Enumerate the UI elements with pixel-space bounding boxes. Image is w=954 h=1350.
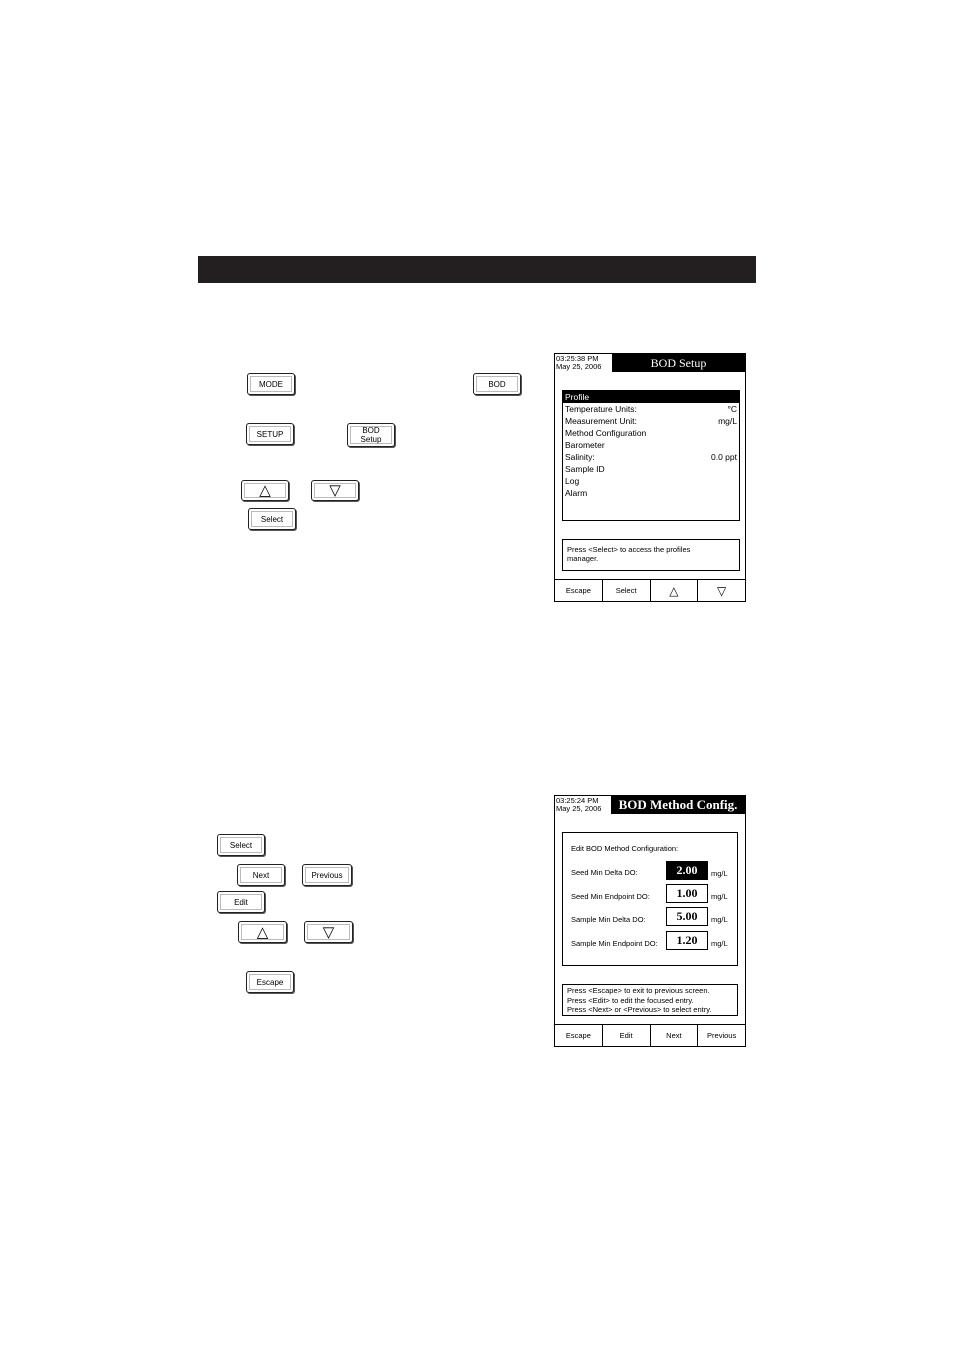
softkey-bar (555, 1024, 745, 1046)
softkey-up-icon[interactable]: △ (651, 580, 699, 601)
menu-item[interactable] (563, 391, 739, 403)
down-arrow-icon: ▽ (322, 923, 335, 941)
screen-time: 03:25:24 PM (556, 796, 599, 805)
menu-item[interactable] (563, 427, 739, 439)
menu-item[interactable] (563, 415, 739, 427)
up-arrow-key[interactable] (241, 480, 289, 501)
menu-item-label: Log (565, 476, 580, 486)
menu-item[interactable] (563, 487, 739, 499)
sample-min-delta-do-field[interactable]: 5.00 (666, 907, 708, 926)
next-key[interactable] (237, 864, 285, 886)
menu-item-label: Profile (565, 392, 590, 402)
menu-item[interactable] (563, 403, 739, 415)
menu-item[interactable] (563, 475, 739, 487)
menu-item-value: 0.0 ppt (711, 452, 737, 462)
down-arrow-key-2[interactable] (304, 921, 353, 943)
help-message-line: Press <Select> to access the profiles (567, 545, 691, 554)
softkey-bar (555, 579, 745, 601)
menu-item-value: mg/L (718, 416, 737, 426)
config-label: Seed Min Delta DO: (571, 868, 638, 877)
section-header-bar (198, 256, 756, 283)
select-key-label: Select (229, 840, 253, 850)
setup-menu (562, 390, 740, 521)
screen-time: 03:25:38 PM (556, 354, 599, 363)
menu-item-label: Alarm (565, 488, 588, 498)
help-message-line: Press <Edit> to edit the focused entry. (567, 995, 694, 1005)
escape-key[interactable] (246, 971, 294, 993)
softkey-edit[interactable]: Edit (603, 1025, 651, 1046)
menu-item-value: °C (727, 404, 737, 414)
config-label: Sample Min Delta DO: (571, 915, 646, 924)
sample-min-endpoint-do-field[interactable]: 1.20 (666, 931, 708, 950)
help-message-line: manager. (567, 554, 599, 563)
screen-title: BOD Setup (612, 354, 745, 372)
screen-datetime (556, 355, 601, 371)
config-panel (562, 832, 738, 966)
config-heading: Edit BOD Method Configuration: (571, 844, 679, 853)
previous-key[interactable] (302, 864, 352, 886)
menu-item-label: Barometer (565, 440, 605, 450)
config-label: Seed Min Endpoint DO: (571, 892, 650, 901)
help-message-line: Press <Escape> to exit to previous screen. (567, 986, 710, 995)
menu-item[interactable] (563, 439, 739, 451)
setup-key-label: SETUP (256, 429, 284, 439)
select-key-label: Select (260, 514, 284, 524)
config-unit: mg/L (711, 892, 728, 901)
screen-title: BOD Method Config. (611, 796, 745, 814)
edit-key-label: Edit (234, 897, 248, 907)
softkey-select[interactable]: Select (603, 580, 651, 601)
screen-date: May 25, 2006 (556, 362, 602, 371)
menu-item[interactable] (563, 463, 739, 475)
config-label: Sample Min Endpoint DO: (571, 939, 658, 948)
up-arrow-icon: △ (259, 482, 271, 499)
setup-key[interactable] (246, 423, 294, 445)
softkey-previous[interactable]: Previous (707, 1031, 737, 1040)
config-unit: mg/L (711, 939, 728, 948)
bod-method-config-screen (554, 795, 746, 1047)
bod-key-label: BOD (488, 379, 506, 389)
screen-date: May 25, 2006 (556, 804, 602, 813)
edit-key[interactable] (217, 891, 265, 913)
menu-item-label: Measurement Unit: (565, 416, 637, 426)
bod-setup-key[interactable] (347, 423, 395, 447)
next-key-label: Next (252, 870, 270, 880)
select-key[interactable] (248, 508, 296, 530)
menu-item-label: Sample ID (565, 464, 605, 474)
screen-datetime (556, 797, 601, 813)
seed-min-delta-do-field[interactable]: 2.00 (666, 861, 708, 880)
softkey-down-icon[interactable]: ▽ (717, 583, 727, 598)
select-key-2[interactable] (217, 834, 265, 856)
menu-item-label: Temperature Units: (565, 404, 637, 414)
mode-key[interactable] (247, 373, 295, 395)
config-unit: mg/L (711, 915, 728, 924)
softkey-escape[interactable]: Escape (555, 580, 603, 601)
previous-key-label: Previous (311, 870, 343, 880)
mode-key-label: MODE (259, 379, 283, 389)
menu-item[interactable] (563, 451, 739, 463)
softkey-escape[interactable]: Escape (555, 1025, 603, 1046)
bod-setup-key-label-1: BOD (362, 426, 380, 435)
down-arrow-icon: ▽ (329, 482, 341, 499)
escape-key-label: Escape (256, 977, 284, 987)
up-arrow-icon: △ (256, 923, 269, 941)
help-message (562, 984, 738, 1016)
up-arrow-key-2[interactable] (238, 921, 287, 943)
softkey-next[interactable]: Next (651, 1025, 699, 1046)
bod-key[interactable] (473, 373, 521, 395)
help-message (562, 539, 740, 571)
seed-min-endpoint-do-field[interactable]: 1.00 (666, 884, 708, 903)
config-unit: mg/L (711, 869, 728, 878)
down-arrow-key[interactable] (311, 480, 359, 501)
bod-setup-screen (554, 353, 746, 602)
bod-setup-key-label-2: Setup (360, 435, 382, 444)
help-message-line: Press <Next> or <Previous> to select entry. (567, 1005, 712, 1014)
menu-item-label: Method Configuration (565, 428, 647, 438)
menu-item-label: Salinity: (565, 452, 595, 462)
